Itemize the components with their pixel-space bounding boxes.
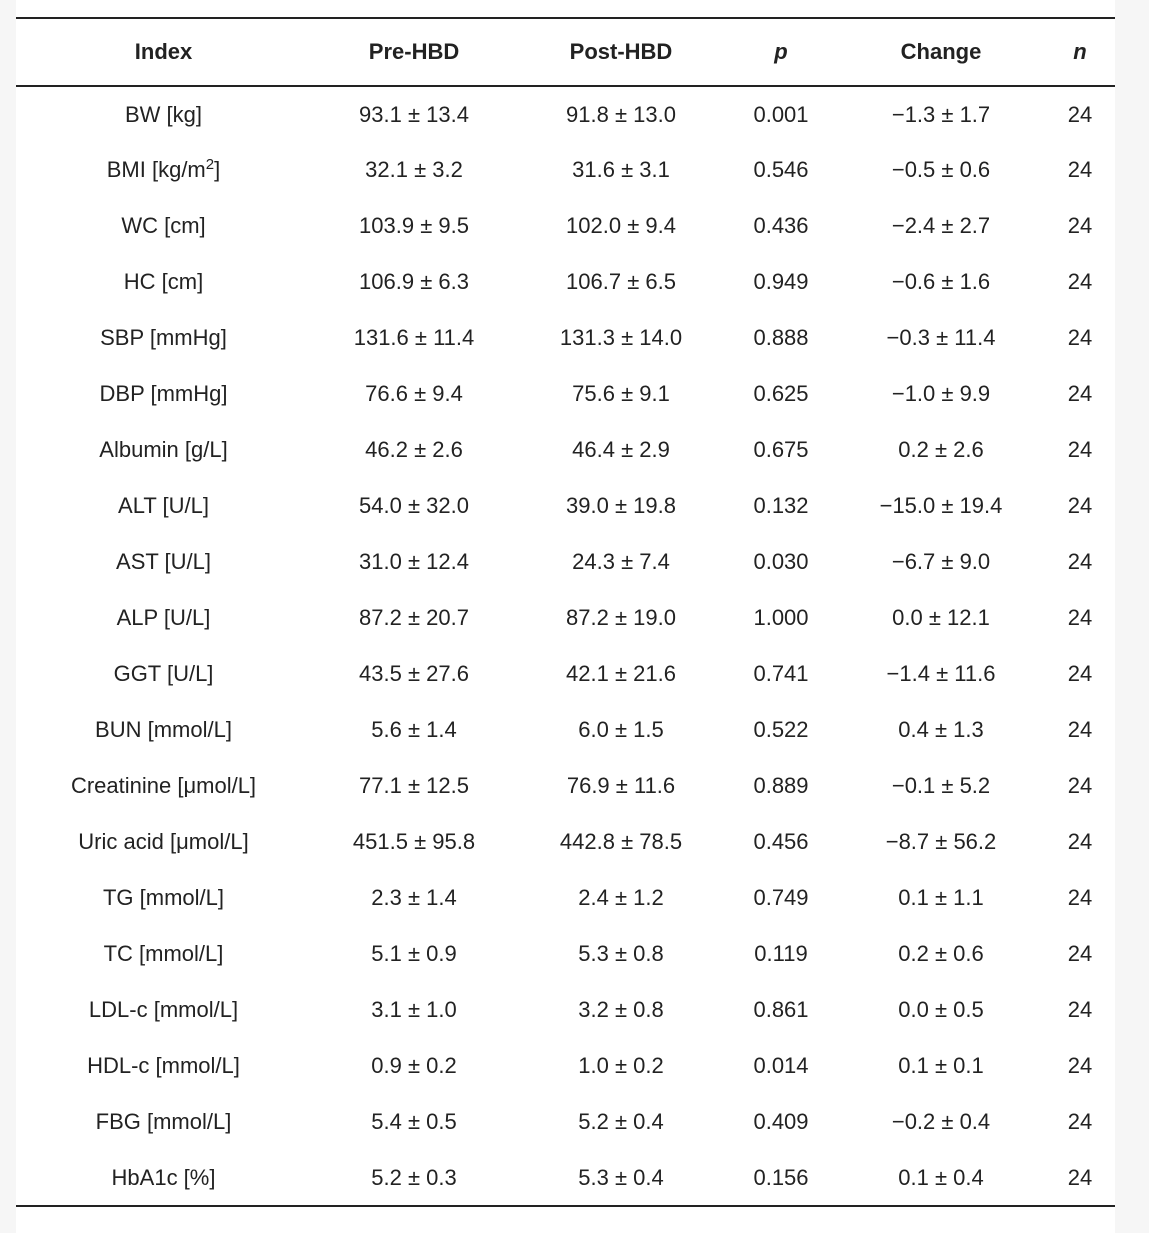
cell-pre-hbd: 451.5 ± 95.8: [352, 829, 476, 854]
index-suffix: ]: [214, 157, 221, 182]
cell-p: 0.749: [753, 885, 809, 910]
cell-p: 0.546: [753, 157, 809, 182]
cell-post-hbd: 131.3 ± 14.0: [559, 325, 683, 350]
cell-index: LDL-c [mmol/L]: [88, 997, 239, 1022]
cell-p: 0.741: [753, 661, 809, 686]
cell-pre-hbd: 93.1 ± 13.4: [359, 101, 469, 127]
cell-n: 24: [1067, 493, 1093, 518]
cell-change: 0.0 ± 12.1: [892, 605, 990, 630]
cell-pre-hbd: 77.1 ± 12.5: [359, 773, 469, 798]
cell-change: −0.5 ± 0.6: [891, 157, 991, 182]
table-row: [16, 590, 1115, 646]
cell-n: 24: [1067, 157, 1093, 182]
cell-change: −1.0 ± 9.9: [891, 381, 991, 406]
table-row: [16, 142, 1115, 198]
cell-post-hbd: 42.1 ± 21.6: [566, 661, 676, 686]
document-page: [16, 0, 1115, 1233]
cell-index: Uric acid [μmol/L]: [78, 829, 249, 854]
cell-post-hbd: 76.9 ± 11.6: [566, 773, 676, 798]
cell-n: 24: [1067, 381, 1093, 406]
cell-p: 0.156: [753, 1164, 809, 1190]
cell-index: [16, 142, 311, 198]
table-row: [16, 86, 1115, 142]
cell-pre-hbd: 3.1 ± 1.0: [371, 997, 457, 1022]
cell-pre-hbd: 54.0 ± 32.0: [359, 493, 469, 518]
cell-pre-hbd: 106.9 ± 6.3: [359, 269, 469, 294]
cell-p: 0.949: [753, 269, 809, 294]
cell-post-hbd: 39.0 ± 19.8: [566, 493, 676, 518]
cell-n: 24: [1067, 549, 1093, 574]
cell-index: HDL-c [mmol/L]: [87, 1053, 240, 1078]
cell-change: −1.4 ± 11.6: [886, 661, 996, 686]
cell-change: 0.4 ± 1.3: [898, 717, 984, 742]
cell-n: 24: [1067, 941, 1093, 966]
index-label: BMI [kg/m: [106, 157, 206, 182]
cell-p: 0.014: [753, 1053, 809, 1078]
index-superscript: 2: [205, 156, 215, 173]
header-row: [16, 18, 1115, 86]
table-body: [16, 86, 1115, 1206]
cell-n: 24: [1067, 773, 1093, 798]
cell-index: ALP [U/L]: [116, 605, 211, 630]
cell-p: 0.436: [753, 213, 809, 238]
table-header: [16, 18, 1115, 86]
header-index: Index: [134, 39, 193, 64]
cell-change: 0.0 ± 0.5: [898, 997, 984, 1022]
cell-change: 0.2 ± 0.6: [898, 941, 984, 966]
cell-pre-hbd: 5.4 ± 0.5: [371, 1109, 457, 1134]
cell-post-hbd: 6.0 ± 1.5: [578, 717, 664, 742]
cell-p: 0.861: [753, 997, 809, 1022]
cell-change: −0.3 ± 11.4: [886, 325, 996, 350]
cell-change: 0.1 ± 0.1: [898, 1053, 984, 1078]
cell-pre-hbd: 5.1 ± 0.9: [371, 941, 457, 966]
cell-post-hbd: 1.0 ± 0.2: [578, 1053, 664, 1078]
header-pre-hbd: Pre-HBD: [368, 39, 460, 64]
cell-pre-hbd: 131.6 ± 11.4: [353, 325, 475, 350]
cell-n: 24: [1067, 1053, 1093, 1078]
cell-index: AST [U/L]: [116, 549, 211, 574]
cell-change: −6.7 ± 9.0: [891, 549, 991, 574]
cell-pre-hbd: 43.5 ± 27.6: [359, 661, 469, 686]
cell-index: ALT [U/L]: [118, 493, 209, 518]
cell-index: SBP [mmHg]: [100, 325, 227, 350]
header-p: p: [774, 39, 788, 64]
table-row: [16, 702, 1115, 758]
cell-n: 24: [1067, 605, 1093, 630]
cell-index: GGT [U/L]: [113, 661, 214, 686]
cell-n: 24: [1067, 1164, 1093, 1190]
cell-index: TC [mmol/L]: [103, 941, 224, 966]
cell-post-hbd: 5.2 ± 0.4: [578, 1109, 664, 1134]
table-row: [16, 254, 1115, 310]
cell-index: WC [cm]: [121, 213, 206, 238]
table-row: [16, 926, 1115, 982]
cell-index: Creatinine [μmol/L]: [70, 773, 257, 798]
cell-index: HC [cm]: [123, 269, 204, 294]
cell-pre-hbd: 2.3 ± 1.4: [371, 885, 457, 910]
table-row: [16, 422, 1115, 478]
cell-index: BW [kg]: [124, 101, 202, 127]
cell-p: 0.888: [753, 325, 809, 350]
header-post-hbd: Post-HBD: [569, 39, 673, 64]
cell-pre-hbd: 0.9 ± 0.2: [371, 1053, 457, 1078]
cell-change: −15.0 ± 19.4: [879, 493, 1003, 518]
cell-index: Albumin [g/L]: [99, 437, 228, 462]
cell-change: 0.1 ± 0.4: [898, 1164, 984, 1190]
table-row: [16, 534, 1115, 590]
cell-post-hbd: 24.3 ± 7.4: [572, 549, 670, 574]
cell-change: −0.1 ± 5.2: [891, 773, 991, 798]
cell-index: FBG [mmol/L]: [95, 1109, 232, 1134]
cell-post-hbd: 31.6 ± 3.1: [572, 157, 670, 182]
cell-post-hbd: 75.6 ± 9.1: [572, 381, 670, 406]
cell-n: 24: [1067, 661, 1093, 686]
cell-change: 0.1 ± 1.1: [898, 885, 984, 910]
cell-pre-hbd: 5.6 ± 1.4: [371, 717, 457, 742]
header-change: Change: [900, 39, 982, 64]
cell-change: 0.2 ± 2.6: [898, 437, 984, 462]
header-n: n: [1073, 39, 1087, 64]
cell-change: −0.2 ± 0.4: [891, 1109, 991, 1134]
cell-change: −0.6 ± 1.6: [891, 269, 991, 294]
cell-p: 0.522: [753, 717, 809, 742]
cell-post-hbd: 91.8 ± 13.0: [566, 101, 676, 127]
cell-p: 1.000: [753, 605, 809, 630]
cell-p: 0.132: [753, 493, 809, 518]
cell-n: 24: [1067, 269, 1093, 294]
cell-index: HbA1c [%]: [111, 1164, 216, 1190]
cell-index: TG [mmol/L]: [102, 885, 224, 910]
cell-n: 24: [1067, 829, 1093, 854]
cell-p: 0.001: [753, 101, 809, 127]
cell-pre-hbd: 103.9 ± 9.5: [359, 213, 469, 238]
table-row: [16, 1094, 1115, 1150]
table-row: [16, 478, 1115, 534]
table-row: [16, 758, 1115, 814]
cell-n: 24: [1067, 997, 1093, 1022]
cell-p: 0.119: [754, 941, 808, 966]
cell-change: −2.4 ± 2.7: [891, 213, 991, 238]
cell-pre-hbd: 76.6 ± 9.4: [365, 381, 463, 406]
cell-change: −8.7 ± 56.2: [885, 829, 997, 854]
cell-post-hbd: 102.0 ± 9.4: [566, 213, 676, 238]
cell-n: 24: [1067, 325, 1093, 350]
table-row: [16, 1038, 1115, 1094]
cell-index: BUN [mmol/L]: [95, 717, 232, 742]
cell-p: 0.889: [753, 773, 809, 798]
table-row: [16, 310, 1115, 366]
cell-p: 0.030: [753, 549, 809, 574]
cell-n: 24: [1067, 1109, 1093, 1134]
cell-post-hbd: 2.4 ± 1.2: [578, 885, 664, 910]
cell-post-hbd: 442.8 ± 78.5: [559, 829, 683, 854]
cell-post-hbd: 87.2 ± 19.0: [566, 605, 676, 630]
cell-n: 24: [1067, 101, 1093, 127]
cell-pre-hbd: 5.2 ± 0.3: [371, 1164, 457, 1190]
table-row: [16, 814, 1115, 870]
cell-post-hbd: 3.2 ± 0.8: [578, 997, 664, 1022]
cell-pre-hbd: 32.1 ± 3.2: [365, 157, 463, 182]
cell-pre-hbd: 31.0 ± 12.4: [359, 549, 469, 574]
cell-post-hbd: 5.3 ± 0.8: [578, 941, 664, 966]
cell-p: 0.625: [753, 381, 809, 406]
table-row: [16, 646, 1115, 702]
table-row: [16, 1150, 1115, 1206]
cell-p: 0.675: [753, 437, 809, 462]
cell-n: 24: [1067, 885, 1093, 910]
cell-post-hbd: 5.3 ± 0.4: [578, 1164, 664, 1190]
cell-p: 0.456: [753, 829, 809, 854]
results-table: [16, 17, 1115, 1207]
cell-post-hbd: 46.4 ± 2.9: [572, 437, 670, 462]
table-row: [16, 366, 1115, 422]
cell-n: 24: [1067, 437, 1093, 462]
cell-index: DBP [mmHg]: [99, 381, 228, 406]
cell-change: −1.3 ± 1.7: [891, 101, 991, 127]
table-row: [16, 870, 1115, 926]
cell-n: 24: [1067, 717, 1093, 742]
cell-pre-hbd: 87.2 ± 20.7: [359, 605, 469, 630]
cell-post-hbd: 106.7 ± 6.5: [566, 269, 676, 294]
table-row: [16, 982, 1115, 1038]
cell-pre-hbd: 46.2 ± 2.6: [365, 437, 463, 462]
cell-n: 24: [1067, 213, 1093, 238]
table-row: [16, 198, 1115, 254]
cell-p: 0.409: [753, 1109, 809, 1134]
